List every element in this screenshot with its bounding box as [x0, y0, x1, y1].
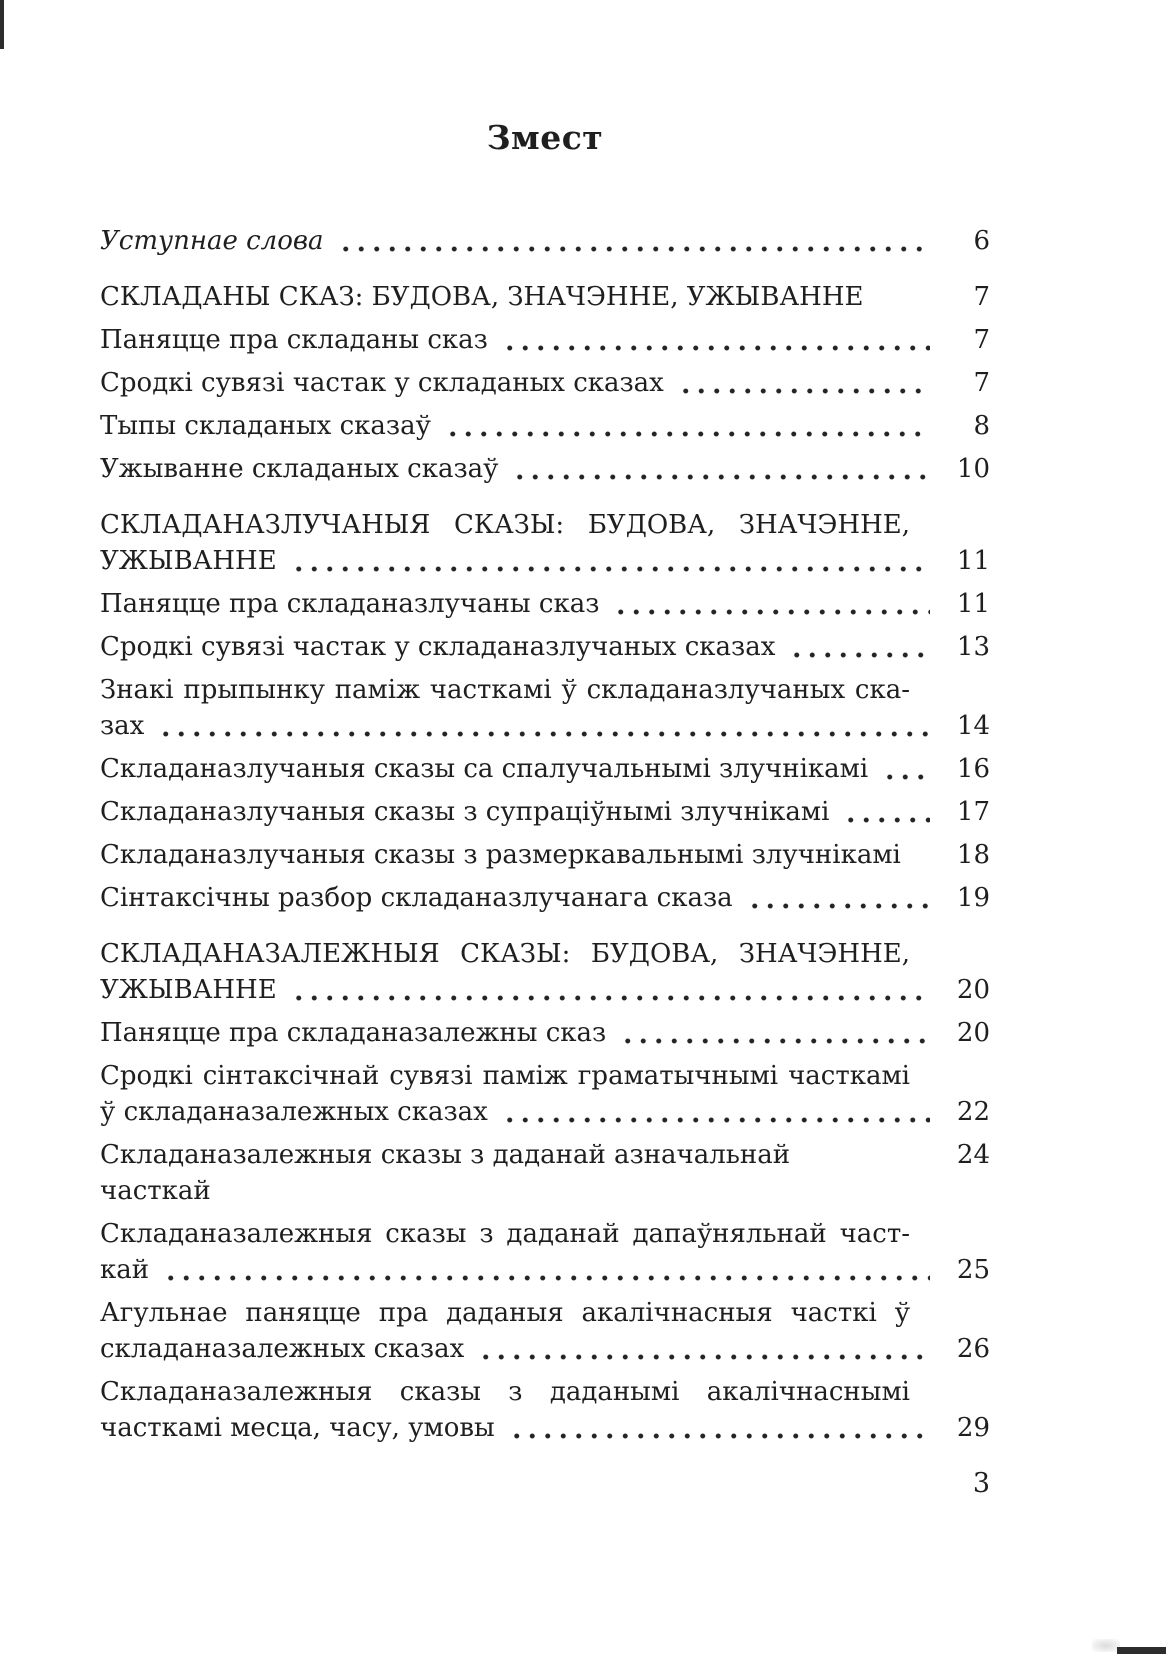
toc-list: [100, 223, 990, 1446]
toc-entry-text: складаназалежных сказах: [100, 1334, 465, 1364]
toc-entry-text: Складаназалежныя сказы з даданай азначальнай часткай: [100, 1140, 799, 1206]
dot-leader-icon: [336, 223, 930, 259]
dot-leader-icon: [161, 1252, 930, 1288]
dot-leader-icon: [476, 1331, 930, 1367]
toc-entry-page: 8: [973, 411, 990, 441]
toc-entry-page: 19: [956, 883, 990, 913]
toc-entry: [100, 279, 990, 315]
toc-entry-last-line: [100, 629, 990, 665]
toc-entry-text: СКЛАДАНЫ СКАЗ: БУДОВА, ЗНАЧЭННЕ, УЖЫВАННЕ: [100, 282, 864, 312]
toc-entry-last-line: [100, 543, 990, 579]
toc-entry: [100, 794, 990, 830]
toc-entry-text: Ужыванне складаных сказаў: [100, 454, 499, 484]
toc-entry-page: 18: [956, 840, 990, 870]
toc-entry: [100, 629, 990, 665]
toc-entry-wrapped-lines: [100, 507, 990, 543]
toc-entry-text: Складаназлучаныя сказы са спалучальнымі злучнікамі: [100, 754, 869, 784]
toc-entry: [100, 1295, 990, 1367]
dot-leader-icon: [913, 837, 930, 873]
toc-entry: [100, 1015, 990, 1051]
toc-entry-text: кай: [100, 1255, 150, 1285]
dot-leader-icon: [156, 708, 930, 744]
toc-entry: [100, 1137, 990, 1209]
toc-entry-line: Агульнае паняцце пра даданыя акалічнасныя часткі ў: [100, 1298, 910, 1328]
toc-entry-last-line: [100, 365, 990, 401]
toc-entry: [100, 322, 990, 358]
toc-entry: [100, 936, 990, 1008]
toc-entry: [100, 672, 990, 744]
toc-entry: [100, 1058, 990, 1130]
toc-entry: [100, 408, 990, 444]
toc-entry-page: 14: [956, 711, 990, 741]
toc-entry: [100, 223, 990, 259]
toc-entry-last-line: [100, 1137, 990, 1209]
toc-entry-text: Паняцце пра складаназалежны сказ: [100, 1018, 607, 1048]
toc-entry-text: Сродкі сувязі частак у складаназлучаных сказах: [100, 632, 776, 662]
scan-smudge: [1092, 1639, 1120, 1652]
dot-leader-icon: [289, 543, 930, 579]
toc-entry-page: 11: [956, 589, 990, 619]
toc-entry-page: 7: [973, 325, 990, 355]
toc-entry-text: Сродкі сувязі частак у складаных сказах: [100, 368, 664, 398]
toc-entry-wrapped-lines: [100, 936, 990, 972]
toc-entry-last-line: [100, 708, 990, 744]
toc-entry-last-line: [100, 586, 990, 622]
toc-entry: [100, 1374, 990, 1446]
page-title: Змест: [486, 118, 604, 157]
toc-entry-text: Паняцце пра складаназлучаны сказ: [100, 589, 600, 619]
toc-entry-page: 13: [956, 632, 990, 662]
toc-entry-wrapped-lines: [100, 1058, 990, 1094]
toc-entry-text: часткамі месца, часу, умовы: [100, 1413, 495, 1443]
toc-entry-text: Паняцце пра складаны сказ: [100, 325, 488, 355]
page-number: 3: [972, 1468, 990, 1499]
toc-entry-last-line: [100, 408, 990, 444]
scan-artifact-bottom-right: [1117, 1647, 1166, 1654]
toc-entry: [100, 586, 990, 622]
dot-leader-icon: [745, 880, 930, 916]
toc-entry-last-line: [100, 223, 990, 259]
toc-entry-text: Сінтаксічны разбор складаназлучанага сказа: [100, 883, 733, 913]
dot-leader-icon: [507, 1410, 930, 1446]
dot-leader-icon: [510, 451, 930, 487]
toc-entry-wrapped-lines: [100, 1374, 990, 1410]
toc-entry-page: 20: [956, 975, 990, 1005]
dot-leader-icon: [676, 365, 930, 401]
scan-artifact-top-left: [0, 0, 4, 49]
toc-entry-page: 22: [956, 1097, 990, 1127]
dot-leader-icon: [787, 629, 930, 665]
toc-entry-line: Складаназалежныя сказы з даданай дапаўняльнай част-: [100, 1219, 910, 1249]
toc-entry-text: ў складаназалежных сказах: [100, 1097, 488, 1127]
toc-entry-page: 11: [956, 546, 990, 576]
toc-entry-line: Знакі прыпынку паміж часткамі ў складаназлучаных ска-: [100, 675, 910, 705]
toc-entry: [100, 1216, 990, 1288]
toc-entry: [100, 880, 990, 916]
toc-entry-last-line: [100, 1015, 990, 1051]
toc-entry: [100, 507, 990, 579]
toc-entry-last-line: [100, 794, 990, 830]
toc-entry-text: зах: [100, 711, 145, 741]
toc-entry-wrapped-lines: [100, 1216, 990, 1252]
dot-leader-icon: [611, 586, 930, 622]
dot-leader-icon: [500, 322, 930, 358]
toc-entry-text: Складаназлучаныя сказы з размеркавальнымі злучнікамі: [100, 840, 901, 870]
toc-entry-page: 7: [973, 282, 990, 312]
toc-entry-text: Складаназлучаныя сказы з супраціўнымі злучнікамі: [100, 797, 830, 827]
toc-content: [100, 118, 990, 1453]
toc-entry-text: УЖЫВАННЕ: [100, 975, 277, 1005]
dot-leader-icon: [500, 1094, 930, 1130]
toc-entry-page: 10: [956, 454, 990, 484]
toc-entry-page: 17: [956, 797, 990, 827]
toc-entry-last-line: [100, 322, 990, 358]
toc-entry-page: 16: [956, 754, 990, 784]
toc-entry-page: 25: [956, 1255, 990, 1285]
toc-entry-line: СКЛАДАНАЗАЛЕЖНЫЯ СКАЗЫ: БУДОВА, ЗНАЧЭННЕ,: [100, 939, 910, 969]
toc-entry: [100, 451, 990, 487]
toc-entry-page: 24: [956, 1140, 990, 1170]
toc-entry-last-line: [100, 837, 990, 873]
toc-entry-wrapped-lines: [100, 672, 990, 708]
toc-entry-last-line: [100, 279, 990, 315]
toc-entry: [100, 751, 990, 787]
dot-leader-icon: [841, 794, 930, 830]
dot-leader-icon: [875, 279, 930, 315]
toc-entry-last-line: [100, 1410, 990, 1446]
dot-leader-icon: [289, 972, 930, 1008]
toc-entry-last-line: [100, 1094, 990, 1130]
toc-entry-last-line: [100, 1252, 990, 1288]
toc-entry-page: 29: [956, 1413, 990, 1443]
toc-entry-last-line: [100, 1331, 990, 1367]
toc-entry-text: УЖЫВАННЕ: [100, 546, 277, 576]
toc-entry-page: 20: [956, 1018, 990, 1048]
toc-entry-last-line: [100, 972, 990, 1008]
dot-leader-icon: [443, 408, 930, 444]
toc-entry-page: 6: [973, 226, 990, 256]
toc-entry-text: Тыпы складаных сказаў: [100, 411, 431, 441]
dot-leader-icon: [880, 751, 930, 787]
toc-entry: [100, 365, 990, 401]
toc-entry: [100, 837, 990, 873]
toc-entry-page: 26: [956, 1334, 990, 1364]
toc-entry-line: Сродкі сінтаксічнай сувязі паміж граматычнымі часткамі: [100, 1061, 910, 1091]
toc-entry-line: Складаназалежныя сказы з даданымі акалічнаснымі: [100, 1377, 910, 1407]
toc-entry-line: СКЛАДАНАЗЛУЧАНЫЯ СКАЗЫ: БУДОВА, ЗНАЧЭННЕ,: [100, 510, 910, 540]
toc-entry-wrapped-lines: [100, 1295, 990, 1331]
toc-entry-last-line: [100, 451, 990, 487]
dot-leader-icon: [920, 1137, 930, 1209]
toc-entry-page: 7: [973, 368, 990, 398]
toc-entry-text: Уступнае слова: [100, 226, 324, 256]
toc-entry-last-line: [100, 751, 990, 787]
toc-entry-last-line: [100, 880, 990, 916]
dot-leader-icon: [618, 1015, 930, 1051]
